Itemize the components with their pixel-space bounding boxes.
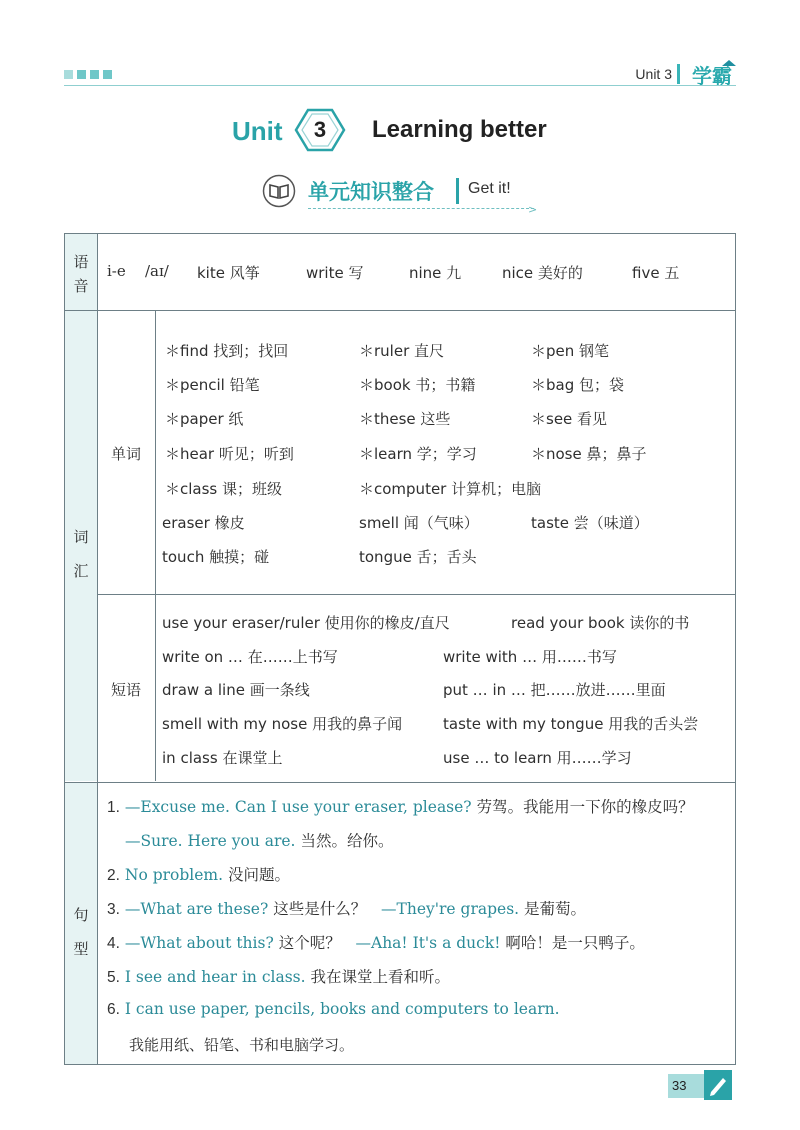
vocab-word: eraser 橡皮 bbox=[162, 514, 245, 532]
vocab-word: smell 闻（气味） bbox=[359, 514, 479, 532]
vocab-word: ＊paper 纸 bbox=[165, 410, 244, 428]
pronunciation-pattern: i-e bbox=[107, 262, 126, 280]
vocab-word: ＊class 课；班级 bbox=[165, 480, 283, 498]
sentence-cn: 这个呢？ bbox=[278, 934, 341, 952]
divider bbox=[155, 311, 156, 781]
sentence-cn: 是葡萄。 bbox=[524, 900, 587, 918]
page-number: 33 bbox=[672, 1078, 687, 1093]
sentence-item bbox=[107, 863, 290, 885]
words-label: 单词 bbox=[111, 445, 142, 463]
sentence-en: —They're grapes. bbox=[381, 900, 520, 918]
title-name: Learning better bbox=[372, 116, 547, 143]
section-title-en: Get it! bbox=[468, 180, 511, 197]
divider bbox=[97, 234, 98, 1064]
sentence-number: 4. bbox=[107, 935, 120, 952]
sentence-en: No problem. bbox=[124, 866, 224, 884]
vocab-word: tongue 舌；舌头 bbox=[359, 548, 477, 566]
sentence-number: 2. bbox=[107, 867, 120, 884]
vocab-word: ＊see 看见 bbox=[531, 410, 608, 428]
sentence-item bbox=[107, 897, 586, 919]
title-unit-number: 3 bbox=[313, 117, 327, 142]
section-title-cn: 单元知识整合 bbox=[308, 180, 434, 204]
pronunciation-word: kite 风筝 bbox=[197, 264, 260, 282]
sentence-cn: 没问题。 bbox=[227, 866, 290, 884]
sentence-en: I can use paper, pencils, books and computers to learn. bbox=[124, 1000, 560, 1018]
header-rule bbox=[64, 85, 736, 86]
vocab-phrase: write on … 在……上书写 bbox=[162, 648, 338, 666]
pencil-icon bbox=[704, 1070, 732, 1100]
vocab-word: ＊pen 钢笔 bbox=[531, 342, 610, 360]
section-heading bbox=[0, 172, 800, 216]
divider bbox=[97, 594, 735, 595]
sentence-item bbox=[125, 829, 393, 851]
vocab-word: ＊nose 鼻；鼻子 bbox=[531, 445, 647, 463]
sentence-cn: 啊哈！是一只鸭子。 bbox=[505, 934, 645, 952]
vocab-phrase: in class 在课堂上 bbox=[162, 749, 283, 767]
sentence-item bbox=[107, 1000, 560, 1019]
section-divider bbox=[456, 178, 459, 204]
vocab-phrase: smell with my nose 用我的鼻子闻 bbox=[162, 715, 403, 733]
divider bbox=[65, 310, 735, 311]
graduation-cap-icon bbox=[722, 60, 736, 66]
pronunciation-phonetic: /aɪ/ bbox=[145, 262, 169, 280]
vocab-phrase: draw a line 画一条线 bbox=[162, 681, 310, 699]
vocab-word: taste 尝（味道） bbox=[531, 514, 649, 532]
sentence-cn: 我能用纸、铅笔、书和电脑学习。 bbox=[129, 1036, 355, 1054]
vocab-word: ＊pencil 铅笔 bbox=[165, 376, 260, 394]
pronunciation-word: write 写 bbox=[306, 264, 364, 282]
vocab-word: ＊computer 计算机；电脑 bbox=[359, 480, 542, 498]
sentence-cn: 我在课堂上看和听。 bbox=[310, 968, 450, 986]
vocab-phrase: put … in … 把……放进……里面 bbox=[443, 681, 666, 699]
section-underline bbox=[308, 208, 534, 209]
vocab-phrase: read your book 读你的书 bbox=[511, 614, 690, 632]
arrow-right-icon: > bbox=[528, 203, 538, 216]
sentence-cn: 这些是什么？ bbox=[273, 900, 367, 918]
pronunciation-word: nine 九 bbox=[409, 264, 462, 282]
vocab-word: ＊these 这些 bbox=[359, 410, 451, 428]
sentence-en: —Sure. Here you are. bbox=[125, 832, 296, 850]
vocab-word: touch 触摸；碰 bbox=[162, 548, 270, 566]
vocab-phrase: use … to learn 用……学习 bbox=[443, 749, 632, 767]
sentence-number: 3. bbox=[107, 901, 120, 918]
vocab-word: ＊book 书；书籍 bbox=[359, 376, 476, 394]
sentence-item bbox=[107, 965, 450, 987]
knowledge-table bbox=[64, 233, 736, 1065]
unit-title bbox=[0, 108, 800, 152]
sentence-en: —Aha! It's a duck! bbox=[355, 934, 501, 952]
sentence-number: 6. bbox=[107, 1001, 120, 1018]
phrases-label: 短语 bbox=[111, 681, 142, 699]
vocab-word: ＊hear 听见；听到 bbox=[165, 445, 294, 463]
sentence-en: I see and hear in class. bbox=[124, 968, 306, 986]
sentence-item bbox=[107, 795, 694, 817]
vocab-phrase: taste with my tongue 用我的舌头尝 bbox=[443, 715, 699, 733]
sentences-label: 句 型 bbox=[73, 906, 89, 958]
header-divider bbox=[677, 64, 680, 84]
header-decoration bbox=[64, 70, 112, 79]
pronunciation-word: five 五 bbox=[632, 264, 680, 282]
vocab-word: ＊find 找到；找回 bbox=[165, 342, 289, 360]
sentence-cn: 当然。给你。 bbox=[300, 832, 394, 850]
title-unit-word: Unit bbox=[232, 116, 283, 146]
book-icon bbox=[262, 174, 296, 208]
sentence-cn: 劳驾。我能用一下你的橡皮吗？ bbox=[476, 798, 694, 816]
header-brand-logo: 学霸 bbox=[692, 64, 732, 88]
vocab-word: ＊ruler 直尺 bbox=[359, 342, 445, 360]
divider bbox=[65, 782, 735, 783]
pronunciation-label: 语 音 bbox=[73, 253, 89, 295]
pronunciation-word: nice 美好的 bbox=[502, 264, 583, 282]
vocab-label: 词 汇 bbox=[73, 528, 89, 580]
vocab-word: ＊learn 学；学习 bbox=[359, 445, 477, 463]
header-unit-label: Unit 3 bbox=[635, 66, 672, 82]
sentence-en: —What are these? bbox=[124, 900, 269, 918]
sentence-en: —Excuse me. Can I use your eraser, please? bbox=[124, 798, 472, 816]
sentence-number: 5. bbox=[107, 969, 120, 986]
vocab-phrase: use your eraser/ruler 使用你的橡皮/直尺 bbox=[162, 614, 450, 632]
sentence-item bbox=[107, 931, 645, 953]
sentence-number: 1. bbox=[107, 799, 120, 816]
vocab-phrase: write with … 用……书写 bbox=[443, 648, 617, 666]
vocab-word: ＊bag 包；袋 bbox=[531, 376, 625, 394]
sentence-en: —What about this? bbox=[124, 934, 274, 952]
